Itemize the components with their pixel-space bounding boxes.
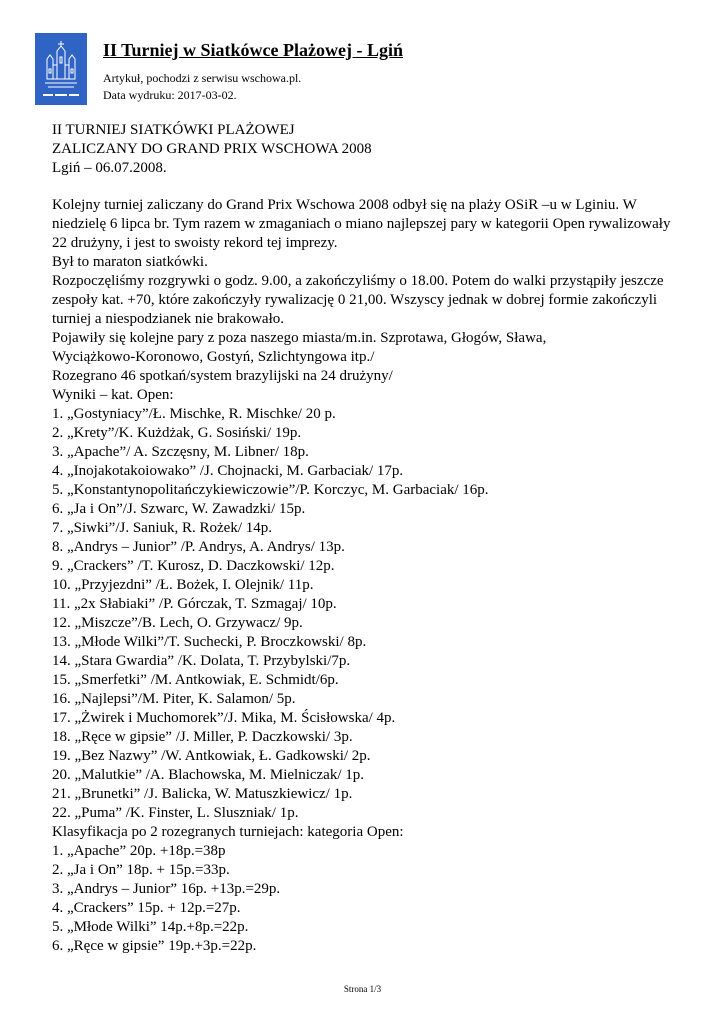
body-line: Kolejny turniej zaliczany do Grand Prix Wschowa 2008 odbył się na plaży OSiR –u w Lginiu. W (52, 197, 637, 213)
body-line: 22. „Puma” /K. Finster, L. Sluszniak/ 1p. (52, 805, 299, 821)
body-line: 10. „Przyjezdni” /Ł. Bożek, I. Olejnik/ 11p. (52, 577, 314, 593)
paragraph-gap (52, 178, 682, 196)
body-line: Pojawiły się kolejne pary z poza naszego miasta/m.in. Szprotawa, Głogów, Sława, (52, 330, 547, 346)
body-line: 5. „Młode Wilki” 14p.+8p.=22p. (52, 919, 249, 935)
body-line: 7. „Siwki”/J. Saniuk, R. Rożek/ 14p. (52, 520, 272, 536)
article-body (52, 196, 682, 956)
print-date: Data wydruku: 2017-03-02. (103, 88, 237, 102)
body-line: 19. „Bez Nazwy” /W. Antkowiak, Ł. Gadkowski/ 2p. (52, 748, 371, 764)
intro-line: ZALICZANY DO GRAND PRIX WSCHOWA 2008 (52, 141, 372, 157)
body-line: 20. „Malutkie” /A. Blachowska, M. Mielniczak/ 1p. (52, 767, 365, 783)
body-line: Wyciążkowo-Koronowo, Gostyń, Szlichtyngowa itp./ (52, 349, 375, 365)
body-line: 3. „Andrys – Junior” 16p. +13p.=29p. (52, 881, 281, 897)
body-line: 13. „Młode Wilki”/T. Suchecki, P. Broczkowski/ 8p. (52, 634, 367, 650)
body-line: 5. „Konstantynopolitańczykiewiczowie”/P. Korczyc, M. Garbaciak/ 16p. (52, 482, 489, 498)
article-title: II Turniej w Siatkówce Plażowej - Lgiń (103, 40, 404, 60)
body-line: 6. „Ja i On”/J. Szwarc, W. Zawadzki/ 15p. (52, 501, 306, 517)
page-footer: Strona 1/3 (343, 984, 382, 994)
body-line: 16. „Najlepsi”/M. Piter, K. Salamon/ 5p. (52, 691, 296, 707)
body-line: Rozegrano 46 spotkań/system brazylijski na 24 drużyny/ (52, 368, 393, 384)
body-line: 12. „Miszcze”/B. Lech, O. Grzywacz/ 9p. (52, 615, 303, 631)
body-line: 2. „Krety”/K. Kużdżak, G. Sosiński/ 19p. (52, 425, 302, 441)
body-line: Klasyfikacja po 2 rozegranych turniejach: kategoria Open: (52, 824, 404, 840)
body-line: niedzielę 6 lipca br. Tym razem w zmaganiach o miano najlepszej pary w kategorii Open rywalizowały (52, 216, 671, 232)
source-line: Artykuł, pochodzi z serwisu wschowa.pl. (103, 71, 302, 85)
body-line: 21. „Brunetki” /J. Balicka, W. Matuszkiewicz/ 1p. (52, 786, 353, 802)
article-content (52, 121, 682, 956)
body-line: 1. „Gostyniacy”/Ł. Mischke, R. Mischke/ 20 p. (52, 406, 336, 422)
body-line: 14. „Stara Gwardia” /K. Dolata, T. Przybylski/7p. (52, 653, 351, 669)
body-line: 11. „2x Słabiaki” /P. Górczak, T. Szmagaj/ 10p. (52, 596, 337, 612)
body-line: 6. „Ręce w gipsie” 19p.+3p.=22p. (52, 938, 257, 954)
body-line: 4. „Crackers” 15p. + 12p.=27p. (52, 900, 241, 916)
body-line: 22 drużyny, i jest to swoisty rekord tej imprezy. (52, 235, 338, 251)
intro-block (52, 121, 682, 178)
body-line: 15. „Smerfetki” /M. Antkowiak, E. Schmidt/6p. (52, 672, 339, 688)
body-line: Był to maraton siatkówki. (52, 254, 208, 270)
intro-line: Lgiń – 06.07.2008. (52, 160, 167, 176)
body-line: 18. „Ręce w gipsie” /J. Miller, P. Daczkowski/ 3p. (52, 729, 353, 745)
intro-line: II TURNIEJ SIATKÓWKI PLAŻOWEJ (52, 122, 295, 138)
body-line: 17. „Żwirek i Muchomorek”/J. Mika, M. Ścisłowska/ 4p. (52, 710, 396, 726)
body-line: 8. „Andrys – Junior” /P. Andrys, A. Andrys/ 13p. (52, 539, 345, 555)
body-line: 3. „Apache”/ A. Szczęsny, M. Libner/ 18p. (52, 444, 309, 460)
body-line: zespoły kat. +70, które zakończyły rywalizację 0 21,00. Wszyscy jednak w dobrej formie zakończyli (52, 292, 658, 308)
body-line: 4. „Inojakotakoiowako” /J. Chojnacki, M. Garbaciak/ 17p. (52, 463, 404, 479)
body-line: Rozpoczęliśmy rozgrywki o godz. 9.00, a zakończyliśmy o 18.00. Potem do walki przystąpiły jeszcze (52, 273, 664, 289)
body-line: 2. „Ja i On” 18p. + 15p.=33p. (52, 862, 230, 878)
body-line: turniej a niespodzianek nie brakowało. (52, 311, 285, 327)
body-line: 9. „Crackers” /T. Kurosz, D. Daczkowski/ 12p. (52, 558, 335, 574)
body-line: Wyniki – kat. Open: (52, 387, 174, 403)
site-logo (35, 33, 87, 105)
church-logo-icon (35, 33, 87, 105)
body-line: 1. „Apache” 20p. +18p.=38p (52, 843, 226, 859)
